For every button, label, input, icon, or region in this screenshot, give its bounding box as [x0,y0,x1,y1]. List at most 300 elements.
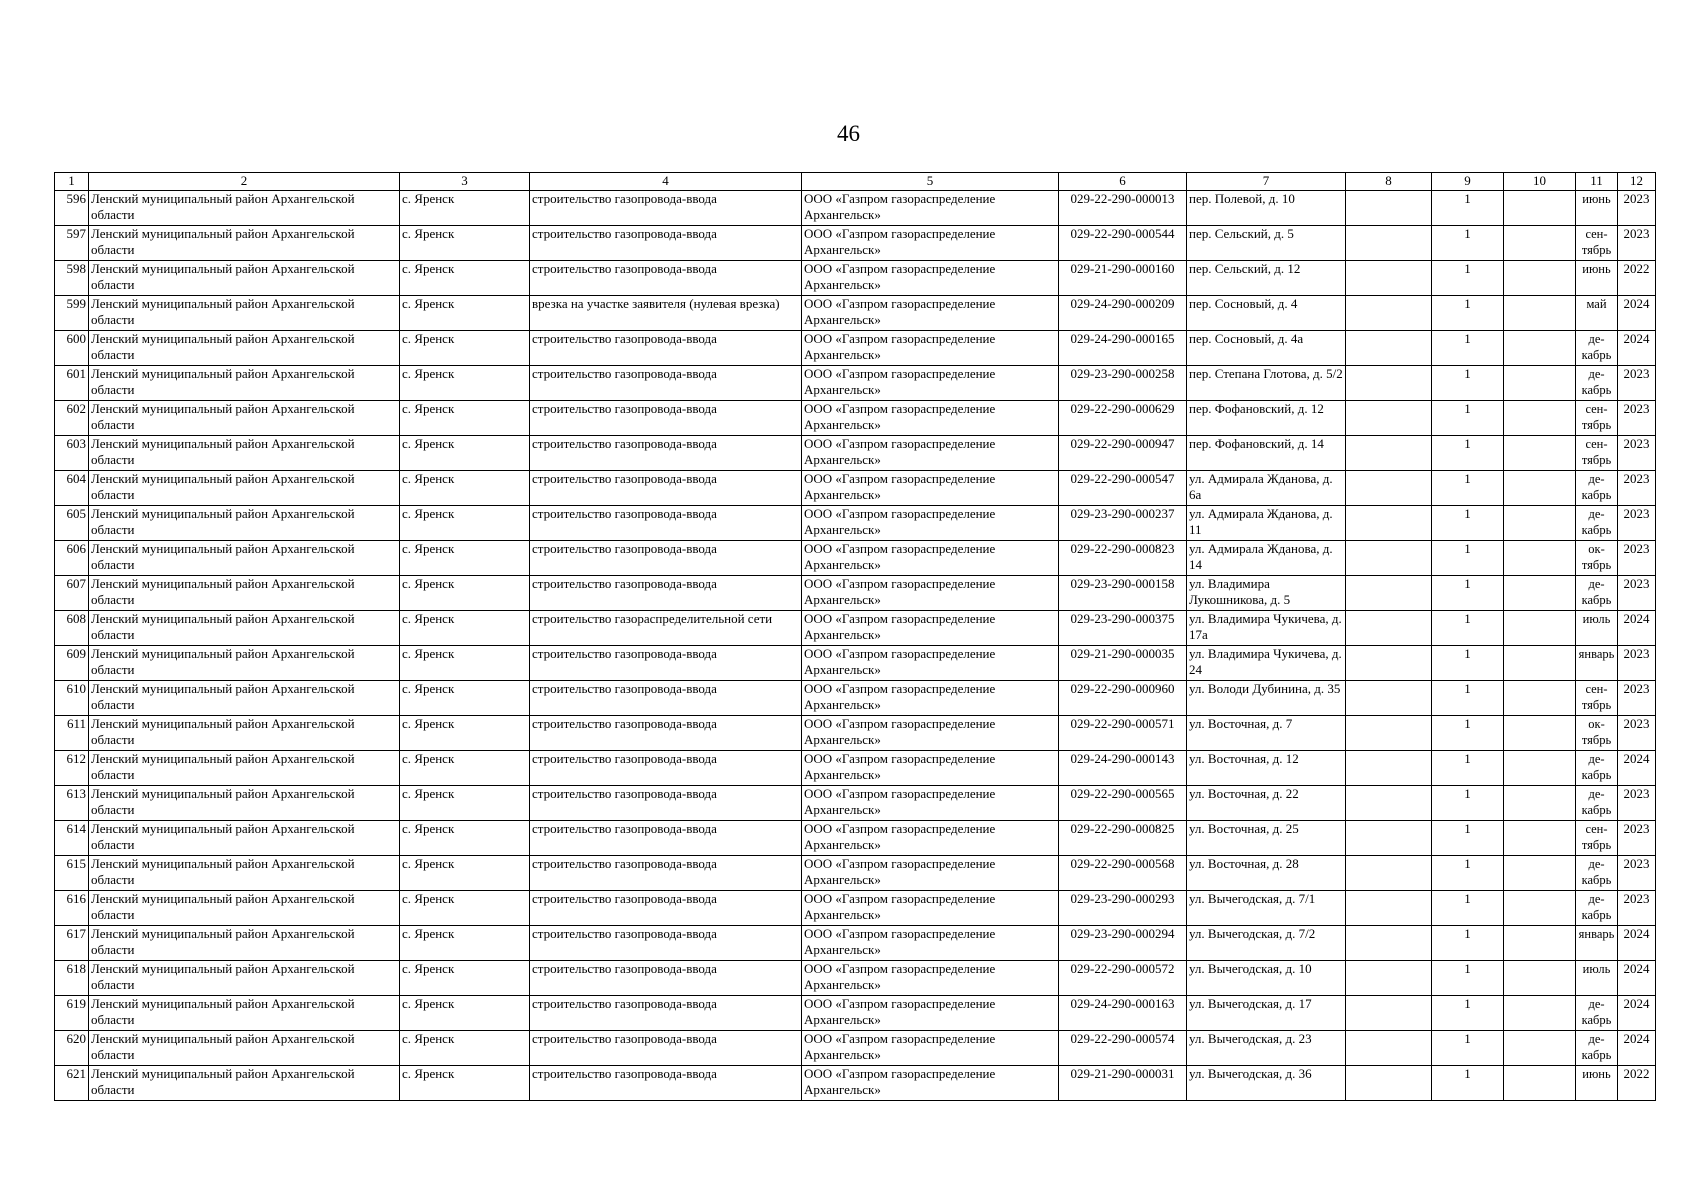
cell-organization: ООО «Газпром газораспределение Архангельск» [802,996,1059,1031]
cell-municipality: Ленский муниципальный район Архангельской области [89,786,400,821]
cell-row-number: 601 [55,366,89,401]
cell-municipality: Ленский муниципальный район Архангельской области [89,856,400,891]
cell-settlement: с. Яренск [400,821,530,856]
cell-application-number: 029-24-290-000143 [1059,751,1187,786]
cell-col-10 [1504,401,1576,436]
cell-col-8 [1346,471,1432,506]
column-header: 9 [1432,173,1504,191]
cell-col-10 [1504,226,1576,261]
table-row [55,786,1656,821]
cell-work-type: строительство газопровода-ввода [530,1031,802,1066]
cell-year: 2023 [1618,646,1656,681]
cell-year: 2024 [1618,1031,1656,1066]
cell-col-10 [1504,436,1576,471]
cell-col-10 [1504,646,1576,681]
cell-col-10 [1504,891,1576,926]
cell-col-9: 1 [1432,961,1504,996]
cell-col-9: 1 [1432,191,1504,226]
cell-application-number: 029-23-290-000293 [1059,891,1187,926]
cell-application-number: 029-23-290-000237 [1059,506,1187,541]
cell-settlement: с. Яренск [400,506,530,541]
cell-work-type: строительство газопровода-ввода [530,751,802,786]
cell-month: сен- тябрь [1576,436,1618,471]
cell-municipality: Ленский муниципальный район Архангельской области [89,261,400,296]
cell-settlement: с. Яренск [400,611,530,646]
cell-col-9: 1 [1432,996,1504,1031]
cell-organization: ООО «Газпром газораспределение Архангельск» [802,366,1059,401]
cell-work-type: строительство газопровода-ввода [530,576,802,611]
cell-work-type: строительство газопровода-ввода [530,541,802,576]
cell-municipality: Ленский муниципальный район Архангельской области [89,436,400,471]
cell-work-type: строительство газораспределительной сети [530,611,802,646]
column-header: 5 [802,173,1059,191]
cell-organization: ООО «Газпром газораспределение Архангельск» [802,296,1059,331]
cell-col-8 [1346,751,1432,786]
cell-row-number: 603 [55,436,89,471]
cell-year: 2024 [1618,751,1656,786]
cell-work-type: строительство газопровода-ввода [530,681,802,716]
cell-municipality: Ленский муниципальный район Архангельской области [89,996,400,1031]
column-header: 3 [400,173,530,191]
cell-month: январь [1576,646,1618,681]
cell-col-9: 1 [1432,261,1504,296]
cell-month: июль [1576,611,1618,646]
table-row [55,401,1656,436]
cell-month: де- кабрь [1576,576,1618,611]
cell-col-10 [1504,996,1576,1031]
cell-application-number: 029-23-290-000294 [1059,926,1187,961]
cell-organization: ООО «Газпром газораспределение Архангельск» [802,891,1059,926]
cell-settlement: с. Яренск [400,786,530,821]
cell-col-8 [1346,926,1432,961]
cell-col-8 [1346,576,1432,611]
cell-organization: ООО «Газпром газораспределение Архангельск» [802,646,1059,681]
cell-organization: ООО «Газпром газораспределение Архангельск» [802,751,1059,786]
cell-municipality: Ленский муниципальный район Архангельской области [89,961,400,996]
cell-year: 2023 [1618,506,1656,541]
cell-col-10 [1504,926,1576,961]
cell-application-number: 029-21-290-000160 [1059,261,1187,296]
cell-month: май [1576,296,1618,331]
cell-organization: ООО «Газпром газораспределение Архангельск» [802,716,1059,751]
cell-month: июнь [1576,1066,1618,1101]
cell-work-type: строительство газопровода-ввода [530,786,802,821]
cell-col-10 [1504,331,1576,366]
cell-address: ул. Вычегодская, д. 36 [1187,1066,1346,1101]
cell-organization: ООО «Газпром газораспределение Архангельск» [802,401,1059,436]
cell-year: 2023 [1618,821,1656,856]
cell-organization: ООО «Газпром газораспределение Архангельск» [802,961,1059,996]
cell-organization: ООО «Газпром газораспределение Архангельск» [802,1066,1059,1101]
cell-address: ул. Восточная, д. 7 [1187,716,1346,751]
cell-work-type: строительство газопровода-ввода [530,226,802,261]
cell-settlement: с. Яренск [400,856,530,891]
table-row [55,261,1656,296]
cell-work-type: строительство газопровода-ввода [530,996,802,1031]
cell-row-number: 614 [55,821,89,856]
cell-work-type: врезка на участке заявителя (нулевая врезка) [530,296,802,331]
cell-work-type: строительство газопровода-ввода [530,436,802,471]
cell-application-number: 029-21-290-000031 [1059,1066,1187,1101]
cell-application-number: 029-22-290-000571 [1059,716,1187,751]
cell-municipality: Ленский муниципальный район Архангельской области [89,716,400,751]
cell-month: де- кабрь [1576,331,1618,366]
cell-col-9: 1 [1432,226,1504,261]
cell-settlement: с. Яренск [400,226,530,261]
cell-address: пер. Степана Глотова, д. 5/2 [1187,366,1346,401]
cell-address: пер. Фофановский, д. 14 [1187,436,1346,471]
cell-organization: ООО «Газпром газораспределение Архангельск» [802,471,1059,506]
cell-col-10 [1504,541,1576,576]
cell-address: ул. Вычегодская, д. 10 [1187,961,1346,996]
cell-address: ул. Владимира Чукичева, д. 17а [1187,611,1346,646]
cell-address: ул. Адмирала Жданова, д. 14 [1187,541,1346,576]
cell-col-8 [1346,261,1432,296]
cell-col-8 [1346,891,1432,926]
cell-row-number: 606 [55,541,89,576]
cell-year: 2022 [1618,261,1656,296]
column-header: 2 [89,173,400,191]
table-row [55,716,1656,751]
cell-col-10 [1504,751,1576,786]
cell-col-10 [1504,611,1576,646]
cell-work-type: строительство газопровода-ввода [530,961,802,996]
cell-work-type: строительство газопровода-ввода [530,646,802,681]
cell-municipality: Ленский муниципальный район Архангельской области [89,926,400,961]
table-row [55,891,1656,926]
cell-col-9: 1 [1432,646,1504,681]
cell-month: сен- тябрь [1576,401,1618,436]
column-header: 12 [1618,173,1656,191]
table-row [55,296,1656,331]
cell-year: 2024 [1618,996,1656,1031]
cell-address: пер. Сельский, д. 12 [1187,261,1346,296]
cell-organization: ООО «Газпром газораспределение Архангельск» [802,611,1059,646]
cell-application-number: 029-22-290-000629 [1059,401,1187,436]
cell-settlement: с. Яренск [400,576,530,611]
cell-application-number: 029-23-290-000158 [1059,576,1187,611]
cell-organization: ООО «Газпром газораспределение Архангельск» [802,226,1059,261]
cell-col-10 [1504,366,1576,401]
cell-row-number: 604 [55,471,89,506]
cell-application-number: 029-22-290-000568 [1059,856,1187,891]
cell-year: 2024 [1618,611,1656,646]
cell-col-10 [1504,961,1576,996]
cell-row-number: 621 [55,1066,89,1101]
cell-municipality: Ленский муниципальный район Архангельской области [89,191,400,226]
cell-col-9: 1 [1432,821,1504,856]
cell-settlement: с. Яренск [400,1031,530,1066]
cell-row-number: 598 [55,261,89,296]
cell-organization: ООО «Газпром газораспределение Архангельск» [802,191,1059,226]
cell-col-10 [1504,856,1576,891]
cell-month: де- кабрь [1576,996,1618,1031]
table-row [55,751,1656,786]
cell-settlement: с. Яренск [400,191,530,226]
cell-work-type: строительство газопровода-ввода [530,506,802,541]
cell-settlement: с. Яренск [400,436,530,471]
cell-col-8 [1346,786,1432,821]
cell-organization: ООО «Газпром газораспределение Архангельск» [802,681,1059,716]
table-row [55,821,1656,856]
cell-year: 2023 [1618,856,1656,891]
table-row [55,1031,1656,1066]
cell-municipality: Ленский муниципальный район Архангельской области [89,541,400,576]
cell-application-number: 029-22-290-000544 [1059,226,1187,261]
cell-row-number: 613 [55,786,89,821]
cell-address: ул. Володи Дубинина, д. 35 [1187,681,1346,716]
cell-col-8 [1346,1031,1432,1066]
cell-col-9: 1 [1432,506,1504,541]
cell-municipality: Ленский муниципальный район Архангельской области [89,751,400,786]
cell-row-number: 619 [55,996,89,1031]
table-row [55,681,1656,716]
cell-col-8 [1346,961,1432,996]
cell-col-8 [1346,366,1432,401]
cell-address: пер. Сельский, д. 5 [1187,226,1346,261]
cell-col-10 [1504,576,1576,611]
cell-col-8 [1346,436,1432,471]
cell-row-number: 599 [55,296,89,331]
cell-col-9: 1 [1432,436,1504,471]
cell-municipality: Ленский муниципальный район Архангельской области [89,576,400,611]
cell-year: 2023 [1618,471,1656,506]
cell-address: пер. Фофановский, д. 12 [1187,401,1346,436]
cell-month: де- кабрь [1576,1031,1618,1066]
table-row [55,541,1656,576]
cell-application-number: 029-24-290-000163 [1059,996,1187,1031]
cell-col-8 [1346,611,1432,646]
cell-month: июнь [1576,191,1618,226]
page-number: 46 [837,121,860,146]
cell-col-9: 1 [1432,471,1504,506]
cell-col-9: 1 [1432,331,1504,366]
cell-application-number: 029-21-290-000035 [1059,646,1187,681]
table-row [55,226,1656,261]
cell-application-number: 029-23-290-000375 [1059,611,1187,646]
cell-col-8 [1346,401,1432,436]
cell-month: сен- тябрь [1576,681,1618,716]
cell-year: 2023 [1618,191,1656,226]
cell-settlement: с. Яренск [400,401,530,436]
table-row [55,576,1656,611]
cell-application-number: 029-22-290-000574 [1059,1031,1187,1066]
cell-year: 2023 [1618,891,1656,926]
cell-col-10 [1504,191,1576,226]
cell-municipality: Ленский муниципальный район Архангельской области [89,401,400,436]
cell-work-type: строительство газопровода-ввода [530,331,802,366]
cell-month: де- кабрь [1576,891,1618,926]
cell-col-8 [1346,821,1432,856]
cell-year: 2023 [1618,226,1656,261]
cell-address: ул. Вычегодская, д. 7/2 [1187,926,1346,961]
cell-settlement: с. Яренск [400,926,530,961]
cell-address: ул. Владимира Лукошникова, д. 5 [1187,576,1346,611]
cell-month: ок- тябрь [1576,541,1618,576]
cell-address: ул. Вычегодская, д. 17 [1187,996,1346,1031]
table-row [55,331,1656,366]
cell-col-10 [1504,1031,1576,1066]
cell-col-8 [1346,226,1432,261]
cell-col-9: 1 [1432,856,1504,891]
table-row [55,611,1656,646]
cell-application-number: 029-22-290-000960 [1059,681,1187,716]
cell-municipality: Ленский муниципальный район Архангельской области [89,646,400,681]
cell-municipality: Ленский муниципальный район Архангельской области [89,891,400,926]
cell-municipality: Ленский муниципальный район Архангельской области [89,226,400,261]
cell-row-number: 597 [55,226,89,261]
cell-month: де- кабрь [1576,366,1618,401]
cell-address: ул. Вычегодская, д. 23 [1187,1031,1346,1066]
cell-organization: ООО «Газпром газораспределение Архангельск» [802,331,1059,366]
cell-work-type: строительство газопровода-ввода [530,716,802,751]
cell-municipality: Ленский муниципальный район Архангельской области [89,506,400,541]
cell-col-10 [1504,471,1576,506]
cell-row-number: 616 [55,891,89,926]
cell-settlement: с. Яренск [400,296,530,331]
cell-address: ул. Восточная, д. 28 [1187,856,1346,891]
cell-month: де- кабрь [1576,751,1618,786]
cell-year: 2024 [1618,926,1656,961]
cell-row-number: 602 [55,401,89,436]
cell-row-number: 617 [55,926,89,961]
cell-month: январь [1576,926,1618,961]
cell-settlement: с. Яренск [400,331,530,366]
cell-settlement: с. Яренск [400,646,530,681]
cell-month: июль [1576,961,1618,996]
cell-application-number: 029-22-290-000823 [1059,541,1187,576]
cell-application-number: 029-24-290-000165 [1059,331,1187,366]
cell-application-number: 029-22-290-000572 [1059,961,1187,996]
cell-organization: ООО «Газпром газораспределение Архангельск» [802,1031,1059,1066]
header-row [55,173,1656,191]
cell-row-number: 607 [55,576,89,611]
cell-work-type: строительство газопровода-ввода [530,401,802,436]
table-row [55,646,1656,681]
cell-col-9: 1 [1432,401,1504,436]
cell-municipality: Ленский муниципальный район Архангельской области [89,1031,400,1066]
cell-year: 2023 [1618,716,1656,751]
cell-organization: ООО «Газпром газораспределение Архангельск» [802,506,1059,541]
cell-col-10 [1504,506,1576,541]
table-row [55,191,1656,226]
cell-settlement: с. Яренск [400,996,530,1031]
cell-settlement: с. Яренск [400,1066,530,1101]
cell-settlement: с. Яренск [400,751,530,786]
cell-row-number: 620 [55,1031,89,1066]
cell-row-number: 605 [55,506,89,541]
cell-work-type: строительство газопровода-ввода [530,856,802,891]
cell-municipality: Ленский муниципальный район Архангельской области [89,1066,400,1101]
cell-month: ок- тябрь [1576,716,1618,751]
cell-year: 2023 [1618,401,1656,436]
cell-col-8 [1346,1066,1432,1101]
cell-year: 2023 [1618,366,1656,401]
cell-col-8 [1346,191,1432,226]
cell-application-number: 029-22-290-000825 [1059,821,1187,856]
cell-month: сен- тябрь [1576,821,1618,856]
cell-col-9: 1 [1432,541,1504,576]
cell-col-10 [1504,681,1576,716]
cell-work-type: строительство газопровода-ввода [530,191,802,226]
cell-organization: ООО «Газпром газораспределение Архангельск» [802,261,1059,296]
cell-month: июнь [1576,261,1618,296]
cell-work-type: строительство газопровода-ввода [530,891,802,926]
cell-year: 2023 [1618,681,1656,716]
cell-address: ул. Восточная, д. 22 [1187,786,1346,821]
cell-year: 2023 [1618,786,1656,821]
cell-work-type: строительство газопровода-ввода [530,1066,802,1101]
table-row [55,856,1656,891]
cell-municipality: Ленский муниципальный район Архангельской области [89,821,400,856]
cell-month: де- кабрь [1576,471,1618,506]
table-row [55,1066,1656,1101]
cell-col-10 [1504,786,1576,821]
cell-year: 2023 [1618,541,1656,576]
cell-row-number: 615 [55,856,89,891]
cell-col-8 [1346,681,1432,716]
cell-row-number: 600 [55,331,89,366]
cell-address: пер. Сосновый, д. 4а [1187,331,1346,366]
column-header: 4 [530,173,802,191]
cell-organization: ООО «Газпром газораспределение Архангельск» [802,576,1059,611]
cell-col-10 [1504,261,1576,296]
cell-settlement: с. Яренск [400,261,530,296]
cell-month: де- кабрь [1576,786,1618,821]
cell-address: ул. Вычегодская, д. 7/1 [1187,891,1346,926]
cell-year: 2023 [1618,576,1656,611]
cell-col-10 [1504,296,1576,331]
cell-settlement: с. Яренск [400,716,530,751]
cell-address: ул. Восточная, д. 12 [1187,751,1346,786]
cell-settlement: с. Яренск [400,471,530,506]
table-row [55,926,1656,961]
cell-col-10 [1504,1066,1576,1101]
cell-row-number: 610 [55,681,89,716]
cell-address: ул. Адмирала Жданова, д. 6а [1187,471,1346,506]
cell-col-8 [1346,541,1432,576]
cell-settlement: с. Яренск [400,891,530,926]
cell-col-9: 1 [1432,681,1504,716]
cell-col-8 [1346,506,1432,541]
cell-address: ул. Владимира Чукичева, д. 24 [1187,646,1346,681]
cell-year: 2022 [1618,1066,1656,1101]
table-row [55,471,1656,506]
cell-address: ул. Адмирала Жданова, д. 11 [1187,506,1346,541]
cell-col-10 [1504,821,1576,856]
cell-col-9: 1 [1432,891,1504,926]
cell-work-type: строительство газопровода-ввода [530,821,802,856]
cell-settlement: с. Яренск [400,366,530,401]
cell-year: 2024 [1618,331,1656,366]
cell-municipality: Ленский муниципальный район Архангельской области [89,471,400,506]
column-header: 6 [1059,173,1187,191]
cell-address: пер. Сосновый, д. 4 [1187,296,1346,331]
register-table [54,172,1656,1101]
cell-year: 2024 [1618,296,1656,331]
cell-col-10 [1504,716,1576,751]
cell-col-9: 1 [1432,751,1504,786]
cell-work-type: строительство газопровода-ввода [530,366,802,401]
cell-settlement: с. Яренск [400,961,530,996]
cell-month: де- кабрь [1576,506,1618,541]
column-header: 8 [1346,173,1432,191]
cell-address: ул. Восточная, д. 25 [1187,821,1346,856]
cell-application-number: 029-23-290-000258 [1059,366,1187,401]
cell-application-number: 029-24-290-000209 [1059,296,1187,331]
cell-col-9: 1 [1432,576,1504,611]
cell-col-9: 1 [1432,611,1504,646]
